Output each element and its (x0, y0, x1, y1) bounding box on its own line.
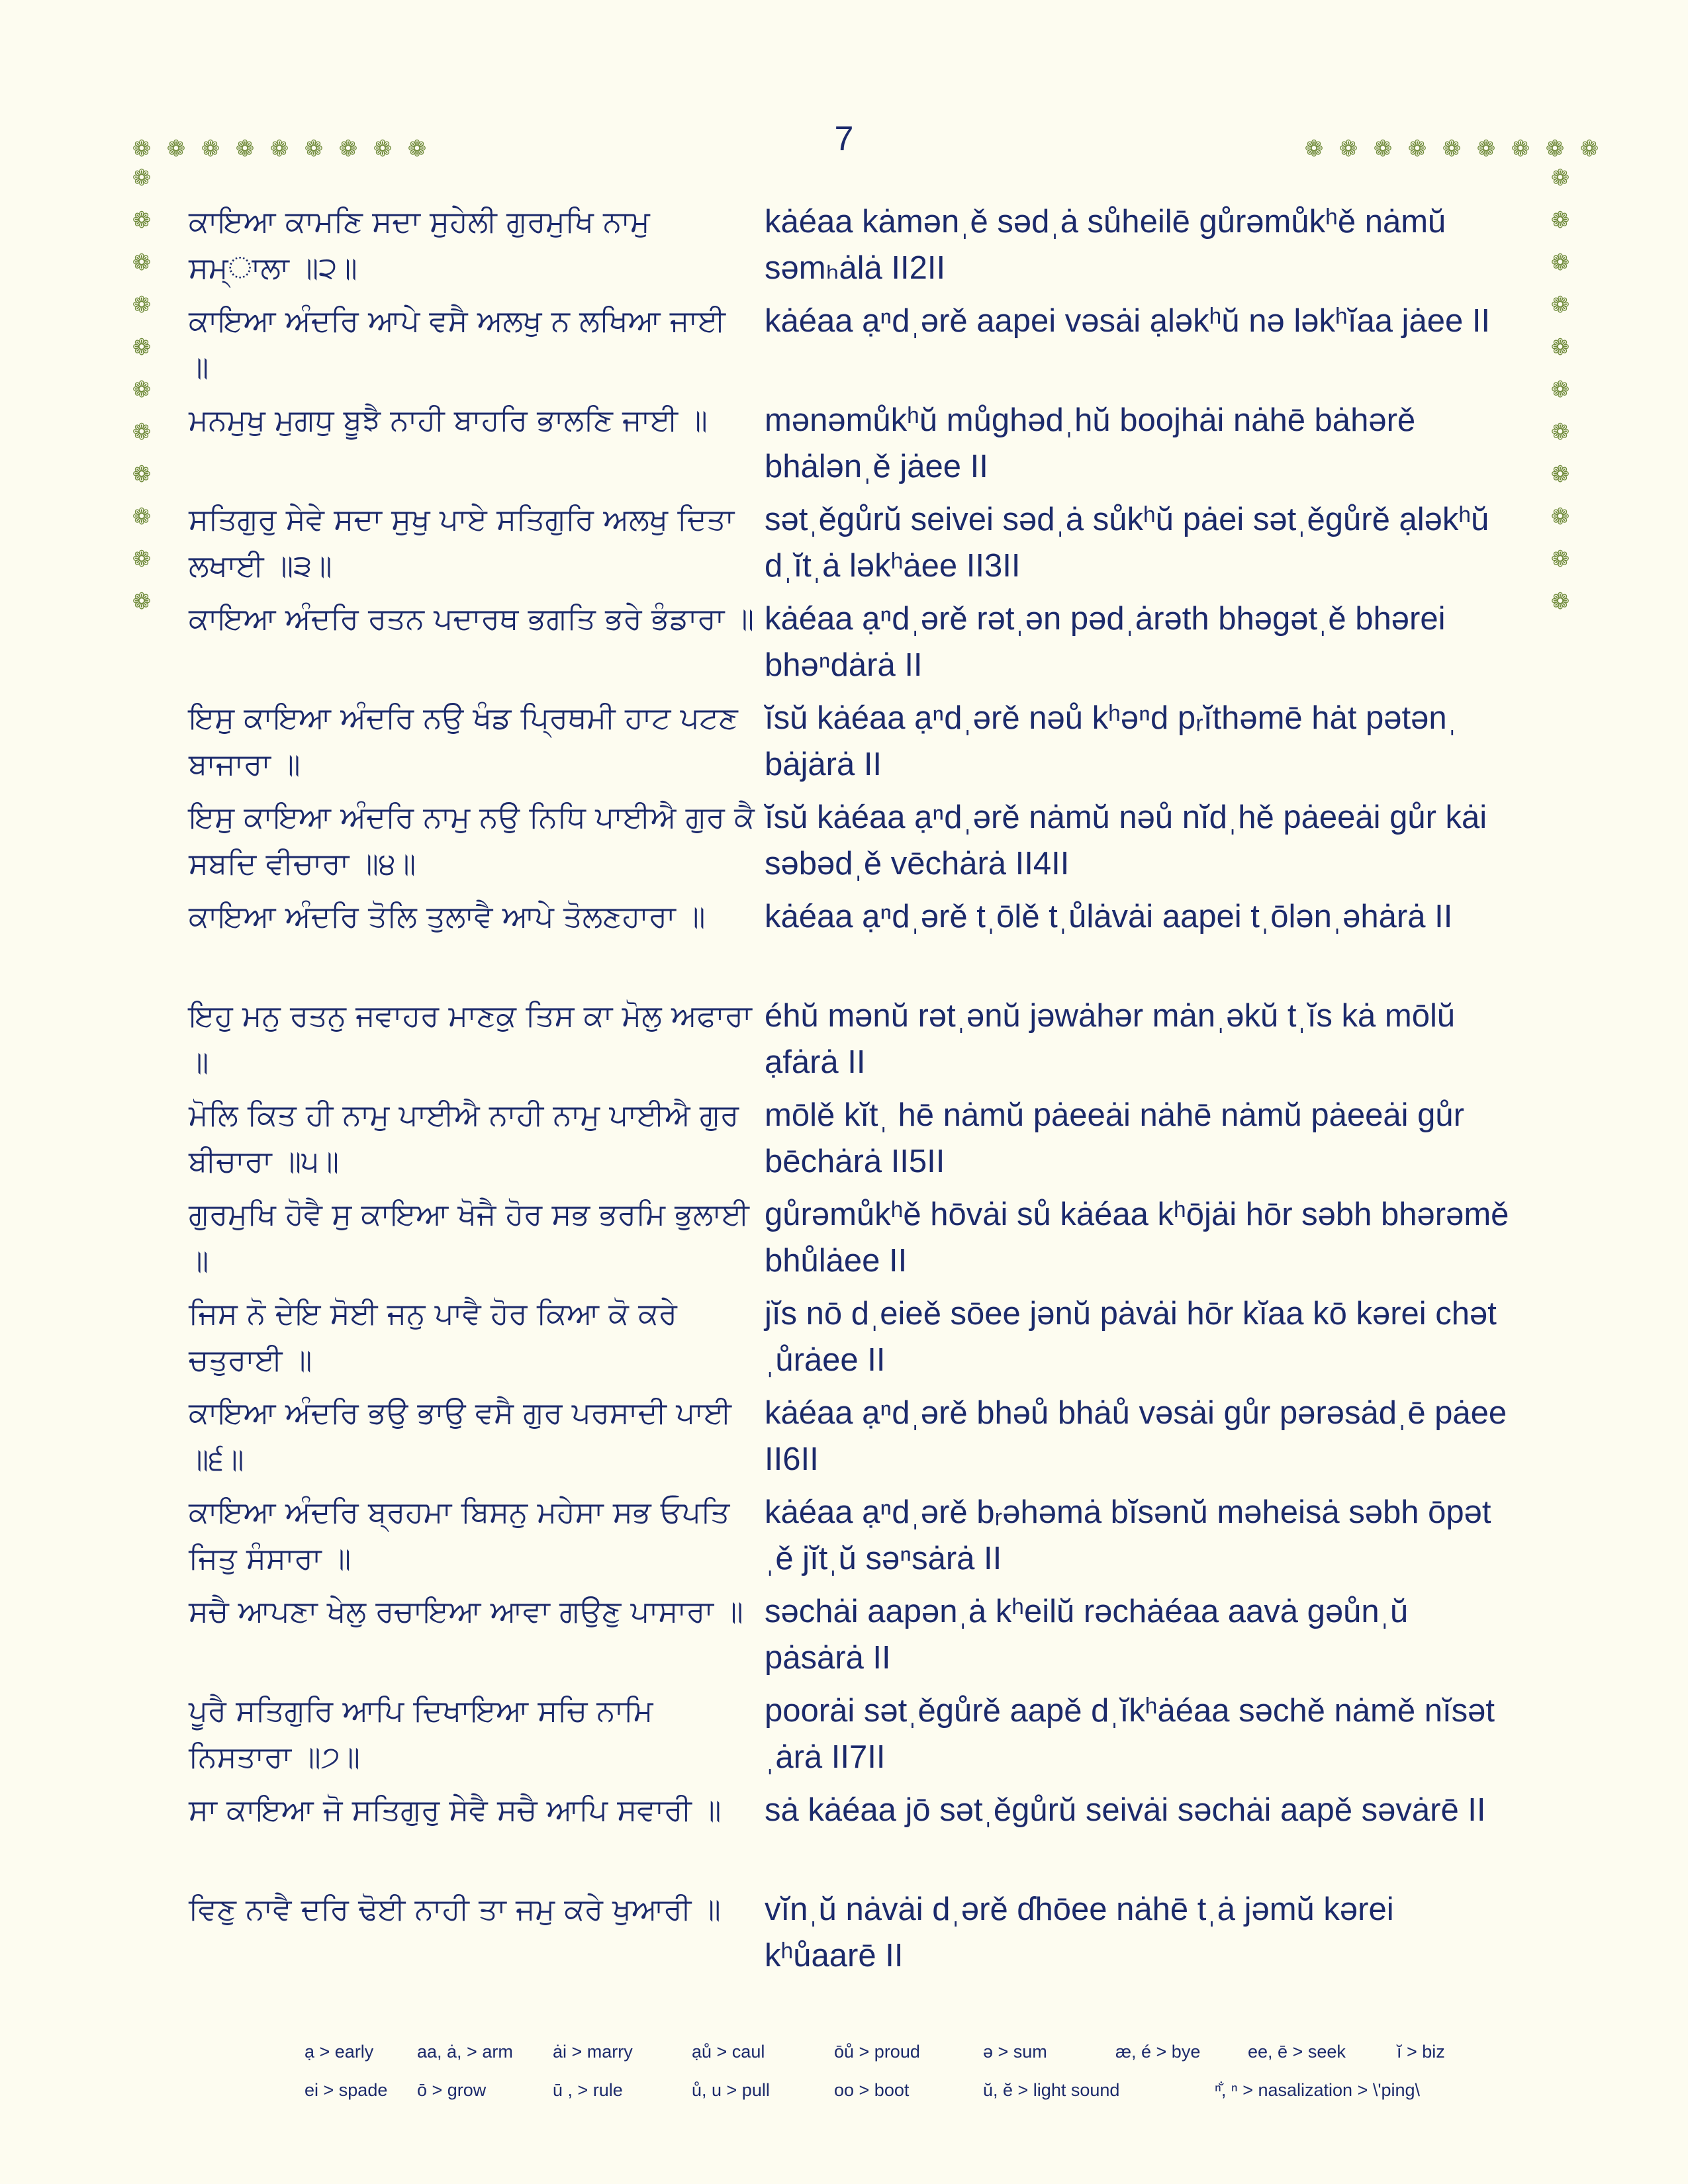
legend-item: ə > sum (983, 2042, 1047, 2062)
green-flower-icon: ❁ (1545, 136, 1565, 162)
green-flower-icon: ❁ (132, 461, 152, 488)
verse-row (189, 893, 1539, 993)
green-flower-icon: ❁ (1550, 546, 1570, 572)
transliteration-text: vĭnˌŭ nȧvȧi dˌərě ɗhōee nȧhē tˌȧ jəmŭ kərei kʰůaarē II (765, 1891, 1394, 1974)
green-flower-icon: ❁ (132, 546, 152, 572)
transliteration-text: kȧéaa ạⁿdˌərě bᵣəhəmȧ bĭsənŭ məheisȧ səbh ōpətˌě jĭtˌŭ səⁿsȧrȧ II (765, 1494, 1491, 1576)
transliteration-text: kȧéaa ạⁿdˌərě tˌōlě tˌůlȧvȧi aapei tˌōlənˌəhȧrȧ II (765, 899, 1453, 934)
legend-item: ạů > caul (692, 2042, 765, 2062)
gurmukhi-text: ਸਤਿਗੁਰੁ ਸੇਵੇ ਸਦਾ ਸੁਖੁ ਪਾਏ ਸਤਿਗੁਰਿ ਅਲਖੁ ਦਿਤਾ ਲਖਾਈ ॥੩॥ (189, 502, 735, 583)
transliteration-text: mōlě kĭtˌ hē nȧmŭ pȧeeȧi nȧhē nȧmŭ pȧeeȧi gůr bēchȧrȧ II5II (765, 1097, 1464, 1179)
transliteration-text: jĭs nō dˌeieě sōee jənŭ pȧvȧi hōr kĭaa kō kərei chətˌůrȧee II (765, 1296, 1497, 1378)
legend-item: ĭ > biz (1397, 2042, 1445, 2062)
gurmukhi-text: ਜਿਸ ਨੋ ਦੇਇ ਸੋਈ ਜਨੁ ਪਾਵੈ ਹੋਰ ਕਿਆ ਕੋ ਕਰੇ ਚਤੁਰਾਈ ॥ (189, 1296, 677, 1377)
verse-row (189, 1191, 1539, 1291)
verse-row (189, 397, 1539, 496)
gurmukhi-text: ਵਿਣੁ ਨਾਵੈ ਦਰਿ ਢੋਈ ਨਾਹੀ ਤਾ ਜਮੁ ਕਰੇ ਖੁਆਰੀ ॥ (189, 1891, 721, 1927)
verse-row (189, 695, 1539, 794)
legend-item: ⁿ̐, ⁿ > nasalization > \'ping\ (1215, 2080, 1421, 2100)
transliteration-text: sȧ kȧéaa jō sətˌěgůrŭ seivȧi səchȧi aapě səvȧrē II (765, 1792, 1486, 1828)
transliteration-text: sətˌěgůrŭ seivei sədˌȧ sůkʰŭ pȧei sətˌěgůrě ạləkʰŭ dˌĭtˌȧ ləkʰȧee II3II (765, 502, 1489, 584)
transliteration-text: gůrəmůkʰě hōvȧi sů kȧéaa kʰōjȧi hōr səbh bhərəmě bhůlȧee II (765, 1197, 1509, 1279)
green-flower-icon: ❁ (166, 136, 186, 162)
legend-item: ee, ē > seek (1248, 2042, 1346, 2062)
green-flower-icon: ❁ (1338, 136, 1358, 162)
gurmukhi-text: ਇਸੁ ਕਾਇਆ ਅੰਦਰਿ ਨਉ ਖੰਡ ਪ੍ਰਿਥਮੀ ਹਾਟ ਪਟਣ ਬਾਜਾਰਾ ॥ (189, 700, 738, 782)
verse-row (189, 1588, 1539, 1688)
green-flower-icon: ❁ (1550, 588, 1570, 615)
green-flower-icon: ❁ (373, 136, 393, 162)
verse-row (189, 1886, 1539, 1985)
verse-row (189, 993, 1539, 1092)
green-flower-icon: ❁ (132, 419, 152, 445)
legend-item: ŭ, ĕ > light sound (983, 2080, 1120, 2100)
page-number: 7 (834, 120, 854, 158)
legend-item: aa, ȧ, > arm (417, 2042, 513, 2062)
green-flower-icon: ❁ (338, 136, 358, 162)
gurmukhi-text: ਇਸੁ ਕਾਇਆ ਅੰਦਰਿ ਨਾਮੁ ਨਉ ਨਿਧਿ ਪਾਈਐ ਗੁਰ ਕੈ ਸਬਦਿ ਵੀਚਾਰਾ ॥੪॥ (189, 799, 755, 881)
green-flower-icon: ❁ (132, 334, 152, 361)
transliteration-text: kȧéaa ạⁿdˌərě aapei vəsȧi ạləkʰŭ nə ləkʰĭaa jȧee II (765, 303, 1491, 339)
gurmukhi-text: ਕਾਇਆ ਅੰਦਰਿ ਰਤਨ ਪਦਾਰਥ ਭਗਤਿ ਭਰੇ ਭੰਡਾਰਾ ॥ (189, 601, 755, 636)
green-flower-icon: ❁ (1550, 250, 1570, 276)
transliteration-text: səchȧi aapənˌȧ kʰeilŭ rəchȧéaa aavȧ gəůnˌŭ pȧsȧrȧ II (765, 1594, 1409, 1676)
green-flower-icon: ❁ (1550, 461, 1570, 488)
green-flower-icon: ❁ (1550, 419, 1570, 445)
green-flower-icon: ❁ (1579, 136, 1599, 162)
verse-row (189, 496, 1539, 596)
green-flower-icon: ❁ (1550, 165, 1570, 191)
verse-row (189, 298, 1539, 397)
green-flower-icon: ❁ (1550, 377, 1570, 403)
transliteration-text: kȧéaa ạⁿdˌərě bhəů bhȧů vəsȧi gůr pərəsȧdˌē pȧee II6II (765, 1395, 1507, 1477)
legend-item: ei > spade (305, 2080, 388, 2100)
legend-item: æ, é > bye (1115, 2042, 1201, 2062)
green-flower-icon: ❁ (132, 377, 152, 403)
legend-item: ōů > proud (834, 2042, 920, 2062)
gurmukhi-text: ਕਾਇਆ ਕਾਮਣਿ ਸਦਾ ਸੁਹੇਲੀ ਗੁਰਮੁਖਿ ਨਾਮੁ ਸਮ੍ਾਲਾ ॥੨॥ (189, 204, 650, 285)
verse-row (189, 1489, 1539, 1588)
green-flower-icon: ❁ (269, 136, 289, 162)
green-flower-icon: ❁ (304, 136, 324, 162)
gurmukhi-text: ਇਹੁ ਮਨੁ ਰਤਨੁ ਜਵਾਹਰ ਮਾਣਕੁ ਤਿਸ ਕਾ ਮੋਲੁ ਅਫਾਰਾ ॥ (189, 998, 752, 1079)
green-flower-icon: ❁ (132, 588, 152, 615)
green-flower-icon: ❁ (1550, 292, 1570, 318)
verse-table (189, 199, 1539, 1985)
gurmukhi-text: ਸਚੈ ਆਪਣਾ ਖੇਲੁ ਰਚਾਇਆ ਆਵਾ ਗਉਣੁ ਪਾਸਾਰਾ ॥ (189, 1594, 743, 1629)
legend-item: ạ > early (305, 2042, 374, 2062)
gurmukhi-text: ਪੂਰੈ ਸਤਿਗੁਰਿ ਆਪਿ ਦਿਖਾਇਆ ਸਚਿ ਨਾਮਿ ਨਿਸਤਾਰਾ ॥੭॥ (189, 1693, 653, 1774)
verse-row (189, 1390, 1539, 1489)
green-flower-icon: ❁ (1442, 136, 1462, 162)
gurmukhi-text: ਕਾਇਆ ਅੰਦਰਿ ਭਉ ਭਾਉ ਵਸੈ ਗੁਰ ਪਰਸਾਦੀ ਪਾਈ ॥੬॥ (189, 1395, 731, 1477)
legend-item: ȧi > marry (553, 2042, 633, 2062)
transliteration-text: kȧéaa kȧmənˌě sədˌȧ sůheilē gůrəmůkʰě nȧmŭ səmₕȧlȧ II2II (765, 204, 1446, 286)
verse-row (189, 1291, 1539, 1390)
legend-item: ū , > rule (553, 2080, 623, 2100)
legend-item: ō > grow (417, 2080, 487, 2100)
green-flower-icon: ❁ (132, 207, 152, 234)
gurmukhi-text: ਕਾਇਆ ਅੰਦਰਿ ਬ੍ਰਹਮਾ ਬਿਸਨੁ ਮਹੇਸਾ ਸਭ ਓਪਤਿ ਜਿਤੁ ਸੰਸਾਰਾ ॥ (189, 1494, 730, 1576)
green-flower-icon: ❁ (132, 136, 152, 162)
verse-row (189, 199, 1539, 298)
transliteration-text: mənəmůkʰŭ můghədˌhŭ boojhȧi nȧhē bȧhərě bhȧlənˌě jȧee II (765, 402, 1416, 484)
green-flower-icon: ❁ (1476, 136, 1496, 162)
green-flower-icon: ❁ (1550, 334, 1570, 361)
green-flower-icon: ❁ (201, 136, 220, 162)
green-flower-icon: ❁ (1550, 207, 1570, 234)
gurmukhi-text: ਮੋਲਿ ਕਿਤ ਹੀ ਨਾਮੁ ਪਾਈਐ ਨਾਹੀ ਨਾਮੁ ਪਾਈਐ ਗੁਰ ਬੀਚਾਰਾ ॥੫॥ (189, 1097, 739, 1179)
legend-row (305, 2042, 1562, 2068)
gurmukhi-text: ਕਾਇਆ ਅੰਦਰਿ ਤੋਲਿ ਤੁਲਾਵੈ ਆਪੇ ਤੋਲਣਹਾਰਾ ॥ (189, 899, 706, 934)
verse-row (189, 1787, 1539, 1886)
green-flower-icon: ❁ (132, 165, 152, 191)
verse-row (189, 1092, 1539, 1191)
transliteration-text: poorȧi sətˌěgůrě aapě dˌĭkʰȧéaa səchě nȧmě nĭsətˌȧrȧ II7II (765, 1693, 1495, 1775)
verse-row (189, 596, 1539, 695)
green-flower-icon: ❁ (1407, 136, 1427, 162)
transliteration-text: ĭsŭ kȧéaa ạⁿdˌərě nȧmŭ nəů nĭdˌhě pȧeeȧi gůr kȧi səbədˌě vēchȧrȧ II4II (765, 799, 1487, 882)
green-flower-icon: ❁ (132, 250, 152, 276)
green-flower-icon: ❁ (1550, 504, 1570, 530)
gurmukhi-text: ਮਨਮੁਖੁ ਮੁਗਧੁ ਬੂਝੈ ਨਾਹੀ ਬਾਹਰਿ ਭਾਲਣਿ ਜਾਈ ॥ (189, 402, 708, 437)
gurmukhi-text: ਕਾਇਆ ਅੰਦਰਿ ਆਪੇ ਵਸੈ ਅਲਖੁ ਨ ਲਖਿਆ ਜਾਈ ॥ (189, 303, 726, 385)
transliteration-text: ĭsŭ kȧéaa ạⁿdˌərě nəů kʰəⁿd pᵣĭthəmē hȧt pətənˌ bȧjȧrȧ II (765, 700, 1458, 782)
transliteration-text: kȧéaa ạⁿdˌərě rətˌən pədˌȧrəth bhəgətˌě bhərei bhəⁿdȧrȧ II (765, 601, 1446, 683)
gurmukhi-text: ਸਾ ਕਾਇਆ ਜੋ ਸਤਿਗੁਰੁ ਸੇਵੈ ਸਚੈ ਆਪਿ ਸਵਾਰੀ ॥ (189, 1792, 722, 1827)
pronunciation-legend (305, 2042, 1562, 2107)
legend-item: ů, u > pull (692, 2080, 770, 2100)
transliteration-text: éhŭ mənŭ rətˌənŭ jəwȧhər mȧnˌəkŭ tˌĭs kȧ mōlŭ ạfȧrȧ II (765, 998, 1456, 1080)
green-flower-icon: ❁ (132, 292, 152, 318)
verse-row (189, 794, 1539, 893)
gurmukhi-text: ਗੁਰਮੁਖਿ ਹੋਵੈ ਸੁ ਕਾਇਆ ਖੋਜੈ ਹੋਰ ਸਭ ਭਰਮਿ ਭੁਲਾਈ ॥ (189, 1197, 749, 1278)
green-flower-icon: ❁ (407, 136, 427, 162)
green-flower-icon: ❁ (1373, 136, 1393, 162)
legend-row (305, 2080, 1562, 2107)
green-flower-icon: ❁ (132, 504, 152, 530)
green-flower-icon: ❁ (1511, 136, 1530, 162)
legend-item: oo > boot (834, 2080, 910, 2100)
green-flower-icon: ❁ (235, 136, 255, 162)
verse-row (189, 1688, 1539, 1787)
green-flower-icon: ❁ (1304, 136, 1324, 162)
